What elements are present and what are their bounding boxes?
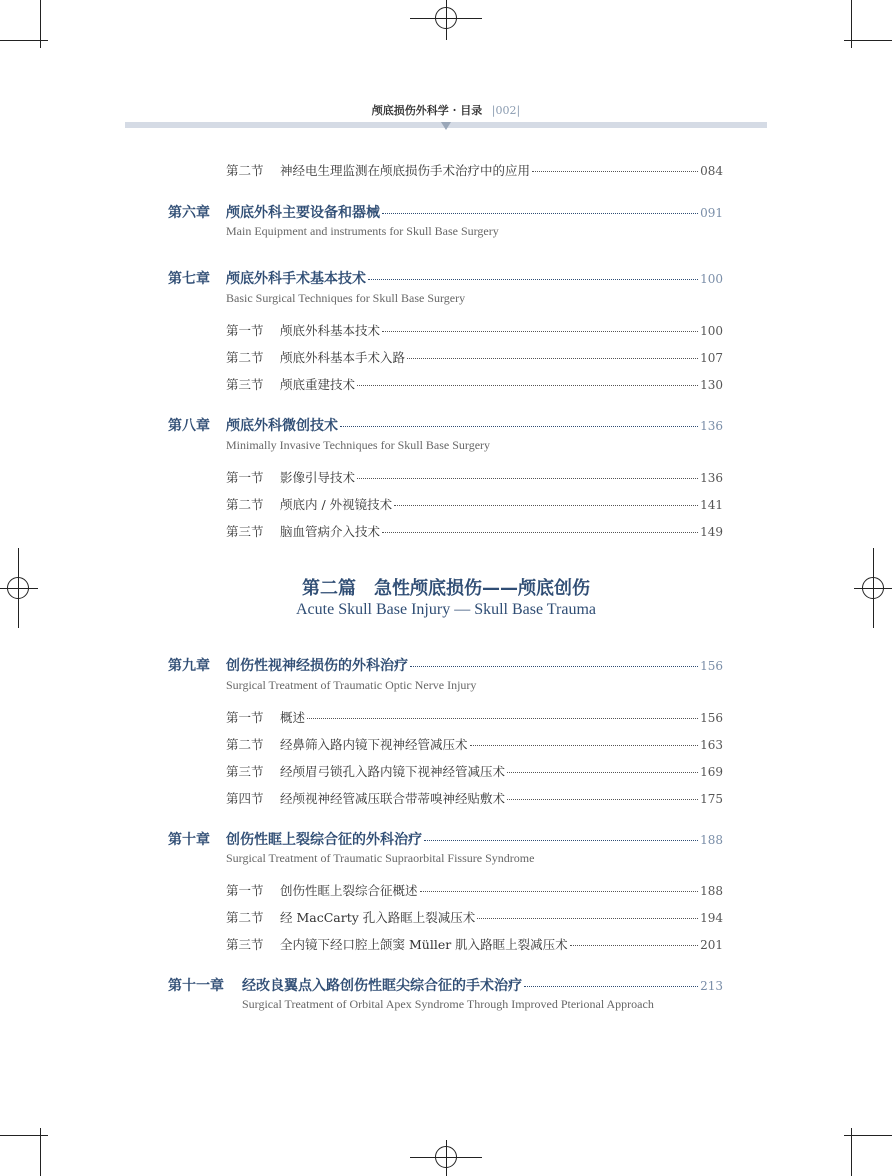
toc-section[interactable]: 第一节 概述 156 (226, 710, 723, 725)
toc-chapter[interactable]: 第八章 颅底外科微创技术 136 (168, 418, 723, 434)
toc-leader (410, 666, 698, 667)
toc-section[interactable]: 第二节 经 MacCarty 孔入路眶上裂减压术 194 (226, 910, 723, 925)
toc-page: 084 (700, 164, 723, 178)
running-head-page-number: 002 (495, 104, 517, 117)
part-title: 第二篇 急性颅底损伤——颅底创伤 (302, 578, 590, 599)
toc-page: 194 (700, 911, 723, 925)
toc-chapter[interactable]: 第十章 创伤性眶上裂综合征的外科治疗 188 (168, 832, 723, 848)
toc-leader (382, 331, 698, 332)
toc-leader (524, 986, 698, 987)
toc-section[interactable]: 第一节 颅底外科基本技术 100 (226, 323, 723, 338)
toc-section[interactable]: 第三节 全内镜下经口腔上颌窦 Müller 肌入路眶上裂减压术 201 (226, 937, 723, 952)
toc-section[interactable]: 第三节 脑血管病介入技术 149 (226, 524, 723, 539)
toc-page: 149 (700, 525, 723, 539)
toc-page: 163 (700, 738, 723, 752)
toc-leader (357, 385, 698, 386)
toc-section[interactable]: 第三节 颅底重建技术 130 (226, 377, 723, 392)
toc-leader (570, 945, 698, 946)
running-head-title: 颅底损伤外科学 · 目录 (371, 104, 483, 117)
toc-chapter-english: Main Equipment and instruments for Skull Base Surgery (226, 224, 499, 238)
toc-section[interactable]: 第四节 经颅视神经管减压联合带蒂嗅神经贴敷术 175 (226, 791, 723, 806)
running-head: 颅底损伤外科学 · 目录 |002| (371, 104, 521, 117)
toc-page: 130 (700, 378, 723, 392)
toc-section[interactable]: 第三节 经颅眉弓锁孔入路内镜下视神经管减压术 169 (226, 764, 723, 779)
toc-leader (507, 799, 698, 800)
toc-leader (477, 918, 698, 919)
toc-leader (424, 840, 698, 841)
toc-section[interactable]: 第二节 神经电生理监测在颅底损伤手术治疗中的应用 084 (226, 163, 723, 178)
toc-page: 141 (700, 498, 723, 512)
toc-chapter-english: Surgical Treatment of Traumatic Optic Nerve Injury (226, 678, 477, 692)
toc-page: 213 (700, 979, 723, 993)
toc-chapter[interactable]: 第六章 颅底外科主要设备和器械 091 (168, 205, 723, 221)
toc-section[interactable]: 第一节 创伤性眶上裂综合征概述 188 (226, 883, 723, 898)
toc-leader (357, 478, 698, 479)
toc-section[interactable]: 第二节 颅底外科基本手术入路 107 (226, 350, 723, 365)
toc-chapter[interactable]: 第九章 创伤性视神经损伤的外科治疗 156 (168, 658, 723, 674)
toc-chapter-english: Surgical Treatment of Orbital Apex Syndrome Through Improved Pterional Approach (242, 997, 654, 1011)
toc-section[interactable]: 第二节 经鼻筛入路内镜下视神经管减压术 163 (226, 737, 723, 752)
header-rule-marker (441, 122, 451, 130)
toc-page: 136 (700, 471, 723, 485)
toc-leader (420, 891, 699, 892)
toc-leader (394, 505, 698, 506)
toc-leader (407, 358, 698, 359)
toc-page: 175 (700, 792, 723, 806)
toc-chapter-english: Basic Surgical Techniques for Skull Base Surgery (226, 291, 466, 305)
toc-leader (470, 745, 699, 746)
toc-page: 091 (700, 206, 723, 220)
toc-leader (368, 279, 698, 280)
toc-leader (532, 171, 698, 172)
toc-chapter[interactable]: 第十一章 经改良翼点入路创伤性眶尖综合征的手术治疗 213 (168, 978, 723, 994)
toc-page: 156 (700, 711, 723, 725)
toc-page: 100 (700, 324, 723, 338)
part-title-english: Acute Skull Base Injury — Skull Base Trauma (296, 601, 596, 618)
toc-page: 156 (700, 659, 723, 673)
toc-page: 169 (700, 765, 723, 779)
toc-chapter-english: Surgical Treatment of Traumatic Supraorbital Fissure Syndrome (226, 851, 535, 865)
toc-leader (382, 213, 698, 214)
toc-chapter-english: Minimally Invasive Techniques for Skull Base Surgery (226, 438, 491, 452)
toc-page: 136 (700, 419, 723, 433)
toc-page: 188 (700, 884, 723, 898)
toc-leader (382, 532, 698, 533)
toc-section[interactable]: 第二节 颅底内 / 外视镜技术 141 (226, 497, 723, 512)
toc-leader (307, 718, 698, 719)
toc-page: 107 (700, 351, 723, 365)
toc-page: 188 (700, 833, 723, 847)
toc-leader (507, 772, 698, 773)
toc-leader (340, 426, 698, 427)
toc-chapter[interactable]: 第七章 颅底外科手术基本技术 100 (168, 271, 723, 287)
toc-page: 201 (700, 938, 723, 952)
toc-page: 100 (700, 272, 723, 286)
toc-section[interactable]: 第一节 影像引导技术 136 (226, 470, 723, 485)
